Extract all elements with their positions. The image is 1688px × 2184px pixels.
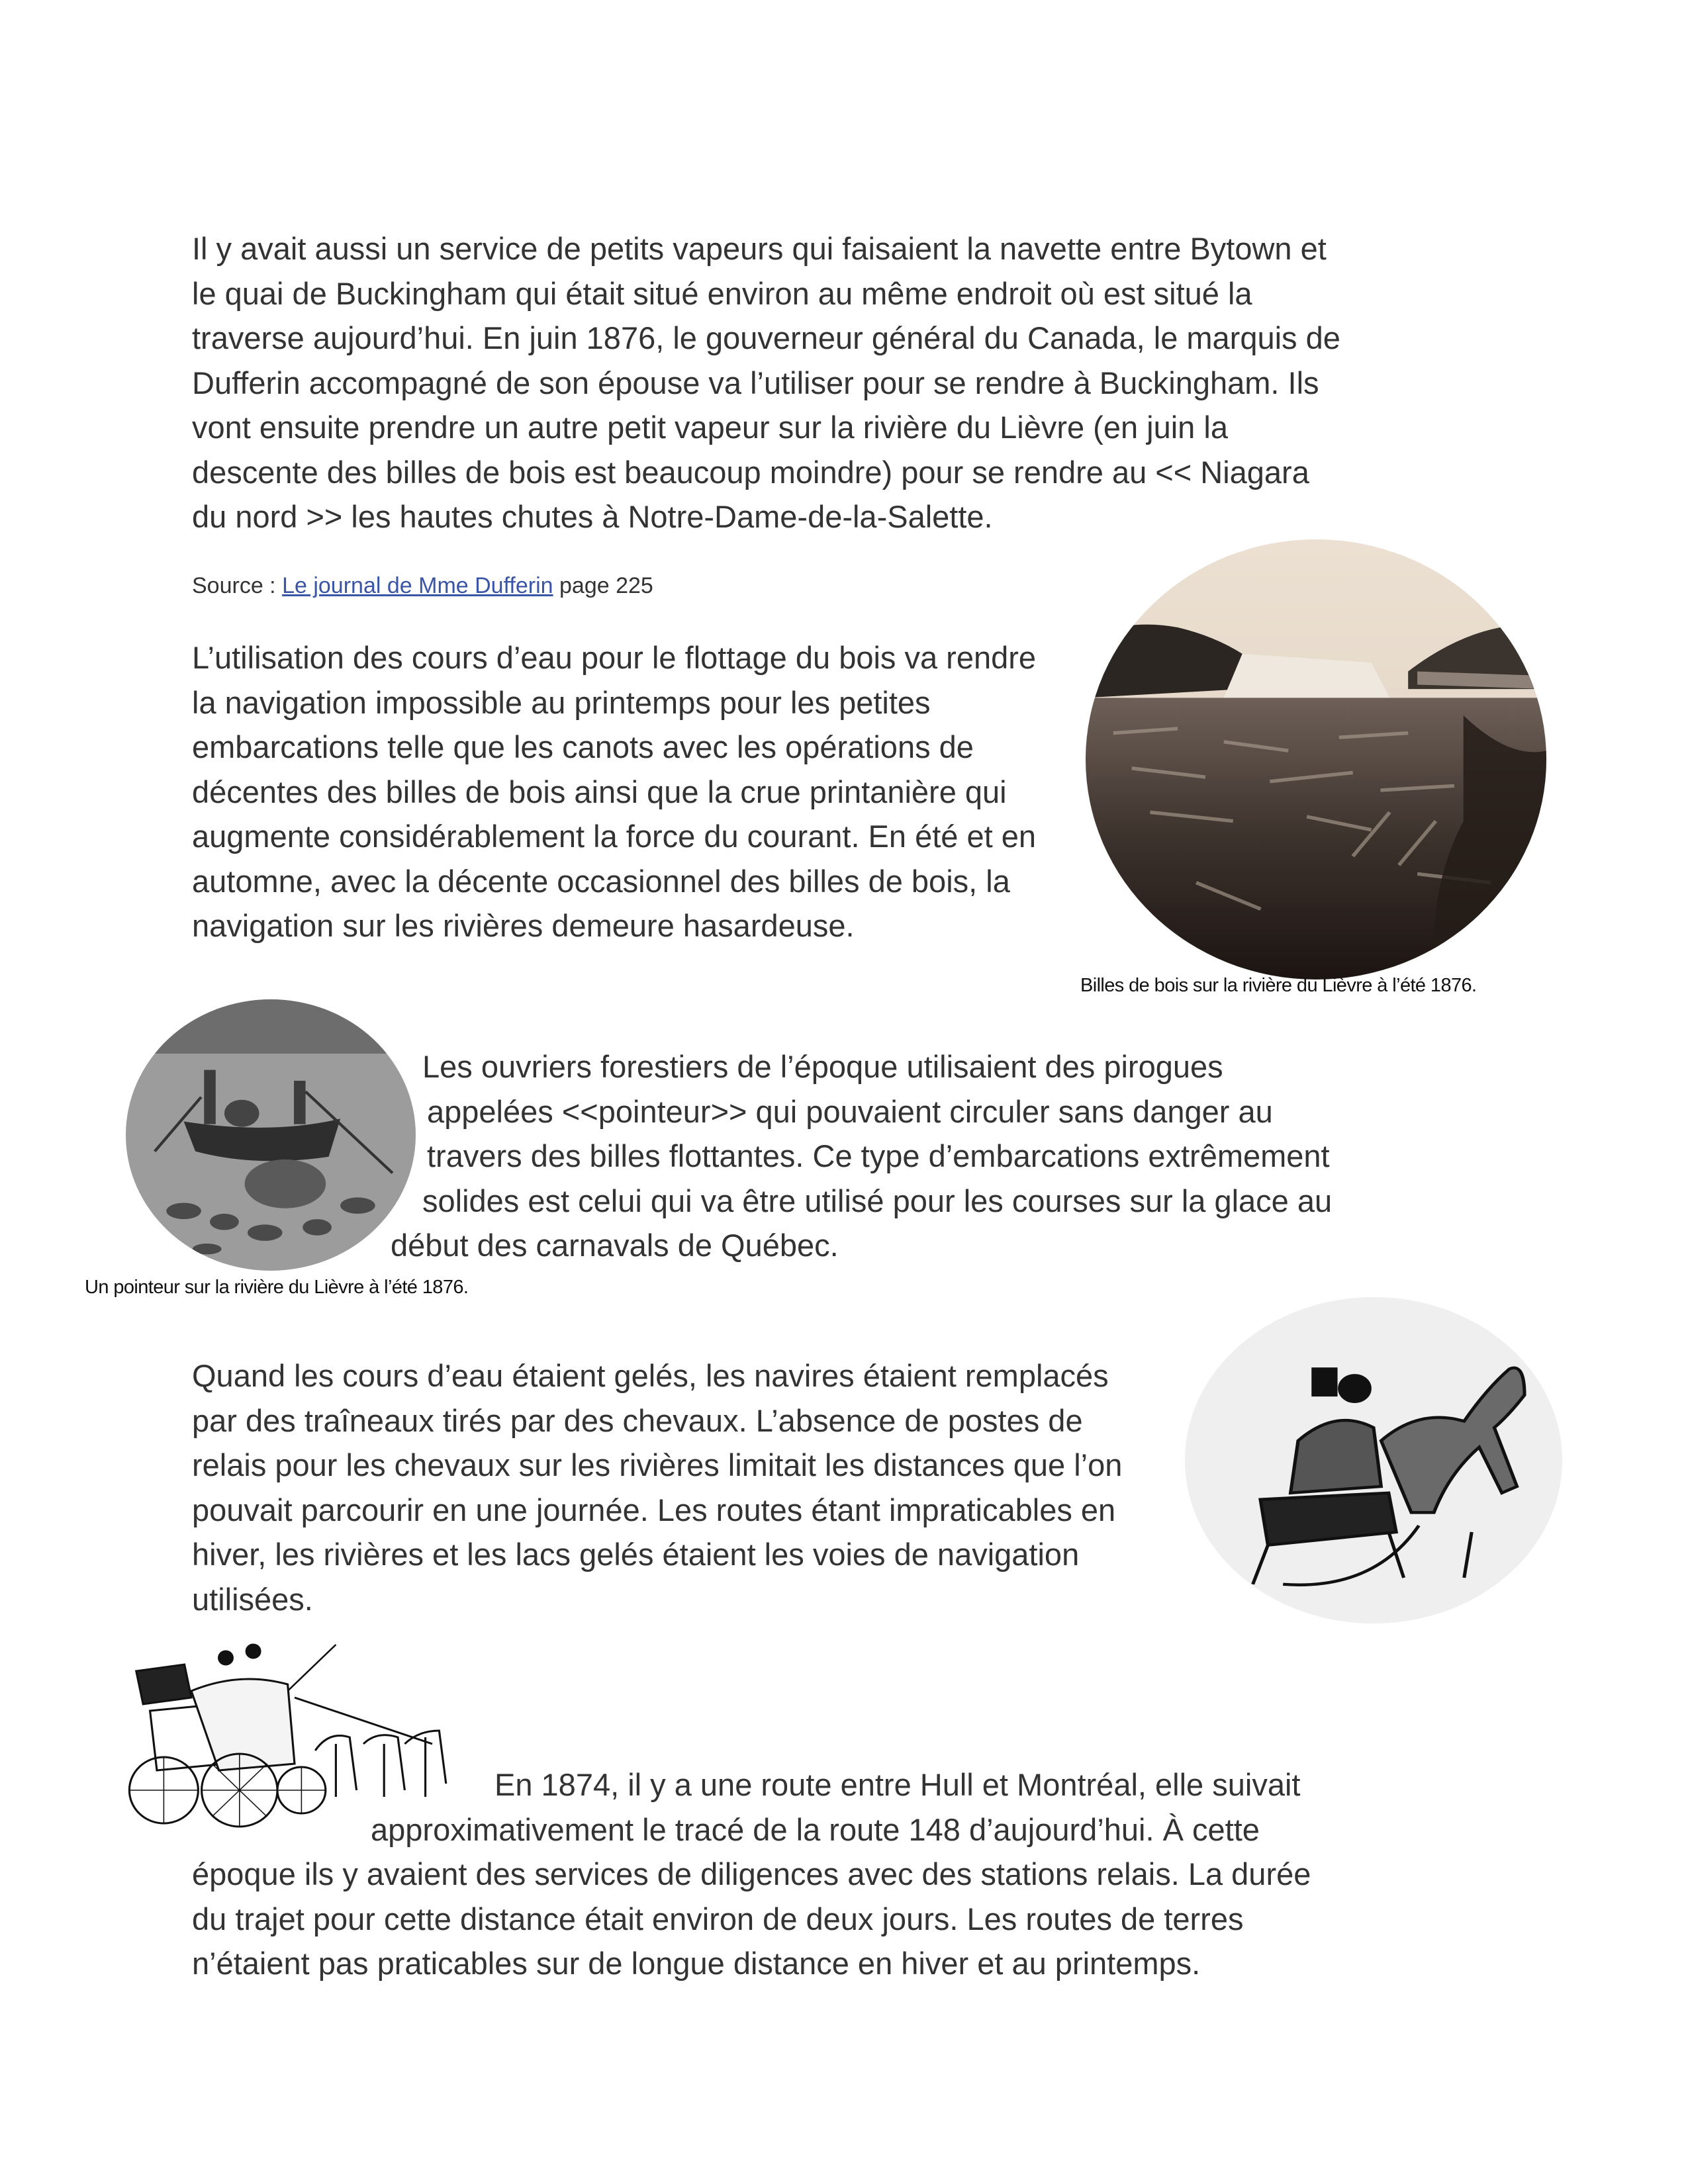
source-prefix: Source : bbox=[192, 573, 283, 598]
log-drive-photo bbox=[1086, 539, 1546, 979]
text-line: par des traîneaux tirés par des chevaux. L’absence de postes de bbox=[192, 1402, 1083, 1438]
text-line: navigation sur les rivières demeure hasardeuse. bbox=[192, 908, 855, 943]
sleigh-illustration bbox=[1185, 1297, 1562, 1623]
text-line: Les ouvriers forestiers de l’époque utilisaient des pirogues bbox=[422, 1049, 1223, 1084]
text-line: du trajet pour cette distance était environ de deux jours. Les routes de terres bbox=[192, 1901, 1244, 1936]
horse-sleigh-icon bbox=[1185, 1297, 1562, 1623]
text-line: descente des billes de bois est beaucoup moindre) pour se rendre au << Niagara bbox=[192, 454, 1309, 490]
text-line: Dufferin accompagné de son épouse va l’utiliser pour se rendre à Buckingham. Ils bbox=[192, 365, 1319, 400]
log-drive-caption: Billes de bois sur la rivière du Lièvre à l’été 1876. bbox=[1080, 975, 1477, 996]
text-line: n’étaient pas praticables sur de longue distance en hiver et au printemps. bbox=[192, 1946, 1201, 1981]
source-citation bbox=[192, 572, 653, 599]
text-line: époque ils y avaient des services de diligences avec des stations relais. La durée bbox=[192, 1856, 1311, 1891]
source-suffix: page 225 bbox=[553, 573, 653, 598]
paragraph-steamers bbox=[192, 226, 1340, 539]
log-drive-icon bbox=[1086, 539, 1546, 979]
text-line: pouvait parcourir en une journée. Les routes étant impraticables en bbox=[192, 1492, 1116, 1527]
text-line: relais pour les chevaux sur les rivières limitait les distances que l’on bbox=[192, 1447, 1123, 1482]
text-line: Il y avait aussi un service de petits vapeurs qui faisaient la navette entre Bytown et bbox=[192, 231, 1327, 266]
pointeur-boat-icon bbox=[126, 999, 416, 1271]
text-line: L’utilisation des cours d’eau pour le flottage du bois va rendre bbox=[192, 640, 1037, 675]
text-line: hiver, les rivières et les lacs gelés étaient les voies de navigation bbox=[192, 1537, 1080, 1572]
text-line: du nord >> les hautes chutes à Notre-Dame-de-la-Salette. bbox=[192, 499, 993, 534]
text-line: vont ensuite prendre un autre petit vapeur sur la rivière du Lièvre (en juin la bbox=[192, 410, 1228, 445]
pointeur-photo bbox=[126, 999, 416, 1271]
text-line: appelées <<pointeur>> qui pouvaient circuler sans danger au bbox=[427, 1093, 1273, 1129]
text-line: utilisées. bbox=[192, 1581, 313, 1617]
text-line: décentes des billes de bois ainsi que la crue printanière qui bbox=[192, 774, 1007, 809]
text-line: la navigation impossible au printemps pour les petites bbox=[192, 684, 931, 720]
text-line: solides est celui qui va être utilisé pour les courses sur la glace au bbox=[422, 1183, 1333, 1218]
text-line: embarcations telle que les canots avec les opérations de bbox=[192, 729, 974, 764]
text-line: travers des billes flottantes. Ce type d’embarcations extrêmement bbox=[427, 1138, 1330, 1173]
text-line: approximativement le tracé de la route 148 d’aujourd’hui. À cette bbox=[371, 1811, 1260, 1847]
text-line: début des carnavals de Québec. bbox=[391, 1228, 839, 1263]
paragraph-pointeur bbox=[391, 1044, 1332, 1268]
text-line: augmente considérablement la force du courant. En été et en bbox=[192, 819, 1037, 854]
text-line: Quand les cours d’eau étaient gelés, les navires étaient remplacés bbox=[192, 1358, 1109, 1393]
paragraph-sleighs bbox=[192, 1353, 1122, 1621]
paragraph-log-driving bbox=[192, 635, 1036, 948]
paragraph-stagecoach bbox=[192, 1762, 1311, 1986]
text-line: traverse aujourd’hui. En juin 1876, le gouverneur général du Canada, le marquis de bbox=[192, 320, 1340, 355]
pointeur-caption: Un pointeur sur la rivière du Lièvre à l’été 1876. bbox=[85, 1277, 469, 1298]
text-line: automne, avec la décente occasionnel des billes de bois, la bbox=[192, 863, 1010, 899]
text-line: En 1874, il y a une route entre Hull et Montréal, elle suivait bbox=[494, 1767, 1301, 1802]
source-link[interactable]: Le journal de Mme Dufferin bbox=[282, 573, 553, 598]
text-line: le quai de Buckingham qui était situé environ au même endroit où est situé la bbox=[192, 275, 1252, 311]
